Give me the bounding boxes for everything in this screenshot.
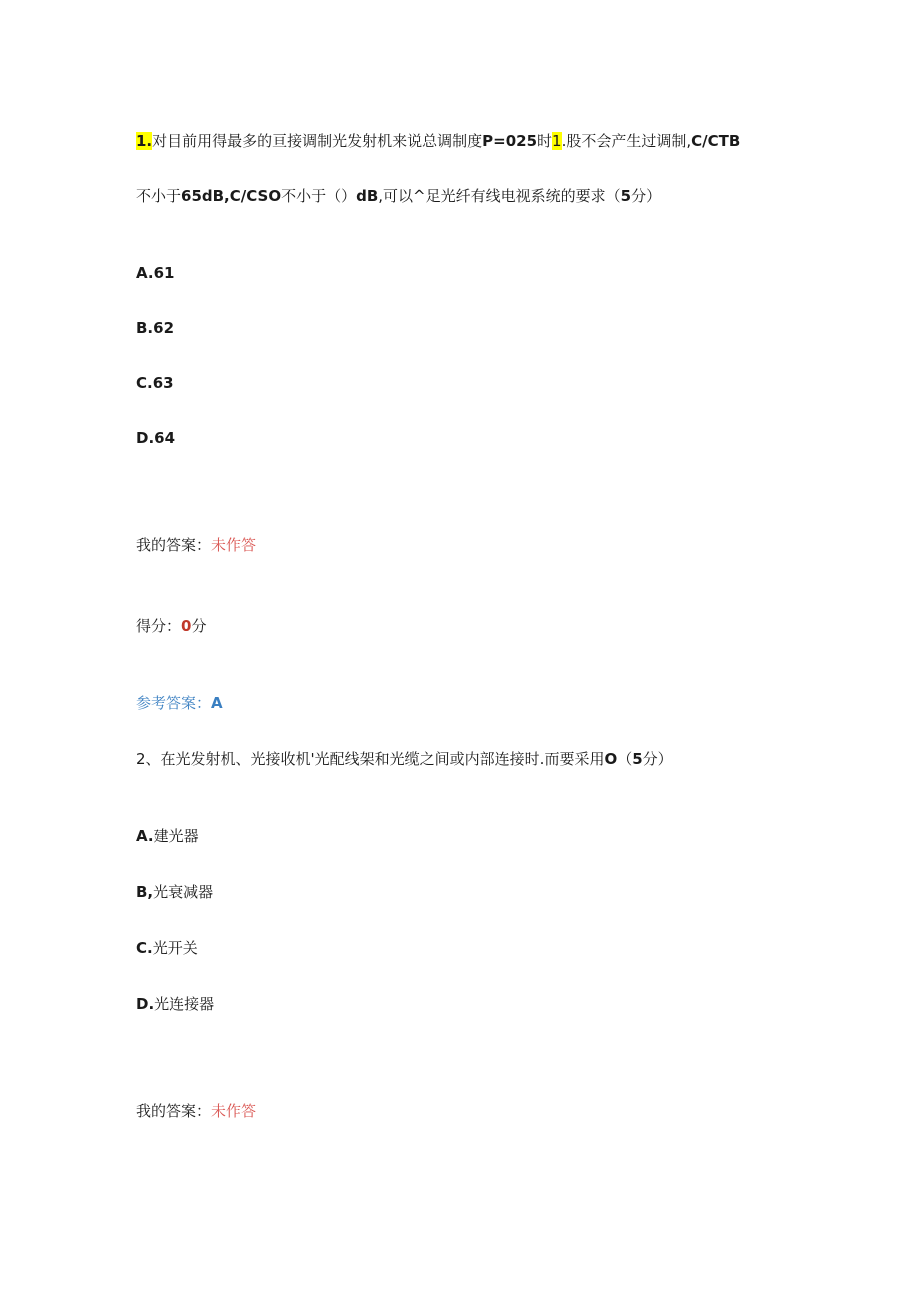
q1-option-d[interactable]: D.64: [136, 429, 176, 447]
q1-option-a[interactable]: A.61: [136, 264, 175, 282]
q2-option-c[interactable]: [136, 937, 198, 959]
q2-stem-text-a: 2、在光发射机、光接收机'光配线架和光缆之间或内部连接时.而要采用: [136, 750, 605, 768]
q2-my-answer: [136, 1100, 256, 1122]
q1-ref-label: 参考答案：: [136, 694, 212, 712]
q1-stem-line1: [136, 130, 740, 152]
q1-stem-text-b: P=025: [482, 132, 538, 150]
q1-stem2-text-b: 65dB,C/CSO: [181, 187, 282, 205]
q1-stem2-text-c: 不小于（）: [281, 187, 357, 205]
q1-stem-text-e: C/CTB: [691, 132, 741, 150]
q1-stem-text-a: 对目前用得最多的亘接调制光发射机来说总调制度: [152, 132, 483, 150]
q1-stem2-text-f: 5: [620, 187, 632, 205]
q2-my-answer-value: 未作答: [211, 1102, 257, 1120]
q2-option-a-text: 建光器: [153, 827, 199, 845]
q1-score-value: 0: [181, 617, 192, 635]
q1-ref-value: A: [211, 694, 223, 712]
q2-option-d-letter: D.: [136, 995, 155, 1013]
q1-score-unit: 分: [191, 617, 207, 635]
q1-stem2-text-a: 不小于: [136, 187, 182, 205]
q2-stem-text-b: O: [604, 750, 618, 768]
q1-option-c[interactable]: C.63: [136, 374, 174, 392]
q2-stem: [136, 748, 673, 770]
q1-my-answer-value: 未作答: [211, 536, 257, 554]
q1-score: [136, 615, 206, 637]
q2-option-a-letter: A.: [136, 827, 154, 845]
q1-stem2-text-g: 分）: [631, 187, 662, 205]
q2-option-d[interactable]: [136, 993, 214, 1015]
q2-option-c-letter: C.: [136, 939, 153, 957]
q1-stem2-text-d: dB: [356, 187, 379, 205]
q1-stem-text-c: 时: [537, 132, 553, 150]
q1-score-label: 得分：: [136, 617, 182, 635]
q1-my-answer-label: 我的答案：: [136, 536, 212, 554]
q1-reference-answer: [136, 692, 223, 714]
q1-number: 1.: [136, 132, 153, 150]
q2-option-b-letter: B,: [136, 883, 154, 901]
q2-stem-text-e: 分）: [642, 750, 673, 768]
q2-option-d-text: 光连接器: [154, 995, 215, 1013]
q1-stem-text-d: .股不会产生过调制,: [561, 132, 692, 150]
q1-my-answer: [136, 534, 256, 556]
q1-stem2-text-e: ,可以^足光纤有线电视系统的要求（: [378, 187, 621, 205]
q2-stem-text-d: 5: [632, 750, 643, 768]
q2-option-c-text: 光开关: [152, 939, 198, 957]
q2-stem-text-c: （: [617, 750, 633, 768]
q1-stem-line2: [136, 185, 661, 207]
q1-stem-highlight: 1: [552, 132, 562, 150]
q2-option-b-text: 光衰减器: [153, 883, 214, 901]
q2-option-b[interactable]: [136, 881, 213, 903]
q1-option-b[interactable]: B.62: [136, 319, 175, 337]
q2-option-a[interactable]: [136, 825, 199, 847]
q2-my-answer-label: 我的答案：: [136, 1102, 212, 1120]
